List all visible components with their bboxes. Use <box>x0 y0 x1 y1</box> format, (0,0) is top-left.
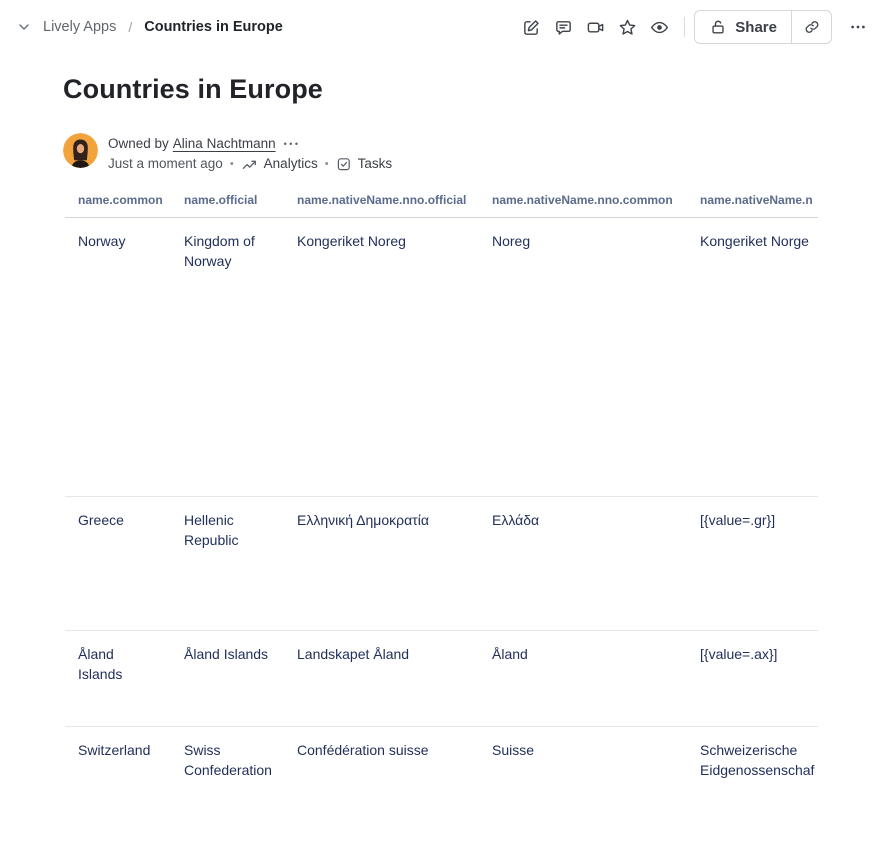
cell-name-official[interactable]: Swiss Confederation <box>184 742 272 778</box>
cell-nativename-common[interactable]: Suisse <box>492 742 535 758</box>
cell-nativename-common[interactable]: Ελλάδα <box>492 512 540 528</box>
video-button[interactable] <box>579 11 611 43</box>
edit-button[interactable] <box>515 11 547 43</box>
cell-nativename-common[interactable]: Noreg <box>492 233 531 249</box>
cell-name-common[interactable]: Switzerland <box>78 742 151 758</box>
share-button-group <box>694 10 832 44</box>
link-icon <box>803 18 821 36</box>
cell-name-common[interactable]: Norway <box>78 233 126 249</box>
view-button[interactable] <box>643 11 675 43</box>
analytics-label: Analytics <box>263 156 318 171</box>
cell-name-official[interactable]: Åland Islands <box>184 646 269 662</box>
owner-name-link[interactable]: Alina Nachtmann <box>172 136 276 151</box>
copy-link-button[interactable] <box>791 11 831 43</box>
table-row <box>65 218 886 497</box>
toolbar-actions <box>515 10 874 44</box>
analytics-button[interactable] <box>241 154 318 174</box>
edit-pencil-icon <box>522 18 541 37</box>
unlock-icon <box>709 18 727 36</box>
star-icon <box>618 18 637 37</box>
meta-row <box>108 154 392 174</box>
cell-nativename-other[interactable]: Schweizerische Eidgenossenschaf <box>700 742 815 778</box>
column-header-nativename-nno-official[interactable]: name.nativeName.nno.official <box>297 193 467 207</box>
cell-name-official[interactable]: Hellenic Republic <box>184 512 239 548</box>
tasks-button[interactable] <box>336 154 393 174</box>
table-row <box>65 497 886 631</box>
cell-nativename-other[interactable]: [{value=.gr}] <box>700 512 776 528</box>
owner-more-button[interactable]: ••• <box>283 139 301 149</box>
table-row <box>65 631 886 727</box>
column-header-name-official[interactable]: name.official <box>184 193 258 207</box>
share-button[interactable] <box>695 11 791 43</box>
countries-table <box>65 190 886 827</box>
top-bar <box>0 0 886 54</box>
owned-by-label: Owned by <box>108 136 169 151</box>
cell-nativename-official[interactable]: Confédération suisse <box>297 742 429 758</box>
breadcrumb <box>14 17 283 37</box>
owner-avatar[interactable] <box>63 133 98 168</box>
cell-nativename-official[interactable]: Kongeriket Noreg <box>297 233 406 249</box>
avatar-image <box>63 133 98 168</box>
cell-name-official[interactable]: Kingdom of Norway <box>184 233 255 269</box>
breadcrumb-separator: / <box>128 19 133 35</box>
cell-nativename-common[interactable]: Åland <box>492 646 528 662</box>
video-camera-icon <box>586 18 605 37</box>
table-header-row <box>65 190 886 218</box>
more-horizontal-icon <box>849 18 867 36</box>
star-button[interactable] <box>611 11 643 43</box>
cell-nativename-official[interactable]: Landskapet Åland <box>297 646 410 662</box>
chevron-down-icon[interactable] <box>14 17 34 37</box>
doc-byline <box>63 133 392 175</box>
comment-icon <box>554 18 573 37</box>
eye-icon <box>650 18 669 37</box>
column-header-name-common[interactable]: name.common <box>78 193 163 207</box>
toolbar-divider <box>684 17 685 37</box>
breadcrumb-parent-link[interactable]: Lively Apps <box>43 19 117 35</box>
dot-separator: • <box>229 158 234 170</box>
byline-text <box>108 133 392 175</box>
cell-name-common[interactable]: Åland Islands <box>78 646 123 682</box>
table-row <box>65 727 886 847</box>
column-header-nativename-nno-common[interactable]: name.nativeName.nno.common <box>492 193 673 207</box>
comment-button[interactable] <box>547 11 579 43</box>
tasks-icon <box>336 156 352 172</box>
cell-nativename-other[interactable]: [{value=.ax}] <box>700 646 778 662</box>
share-label: Share <box>735 18 777 36</box>
dot-separator: • <box>324 158 329 170</box>
tasks-label: Tasks <box>357 156 393 171</box>
column-header-nativename-truncated[interactable]: name.nativeName.n <box>700 193 813 207</box>
more-options-button[interactable] <box>842 11 874 43</box>
cell-name-common[interactable]: Greece <box>78 512 124 528</box>
page-title[interactable]: Countries in Europe <box>63 74 323 104</box>
analytics-chart-icon <box>241 156 258 173</box>
last-updated-label: Just a moment ago <box>108 156 223 171</box>
breadcrumb-current-page[interactable]: Countries in Europe <box>144 19 283 35</box>
owner-row <box>108 134 392 154</box>
cell-nativename-official[interactable]: Ελληνική Δημοκρατία <box>297 512 429 528</box>
cell-nativename-other[interactable]: Kongeriket Norge <box>700 233 809 249</box>
